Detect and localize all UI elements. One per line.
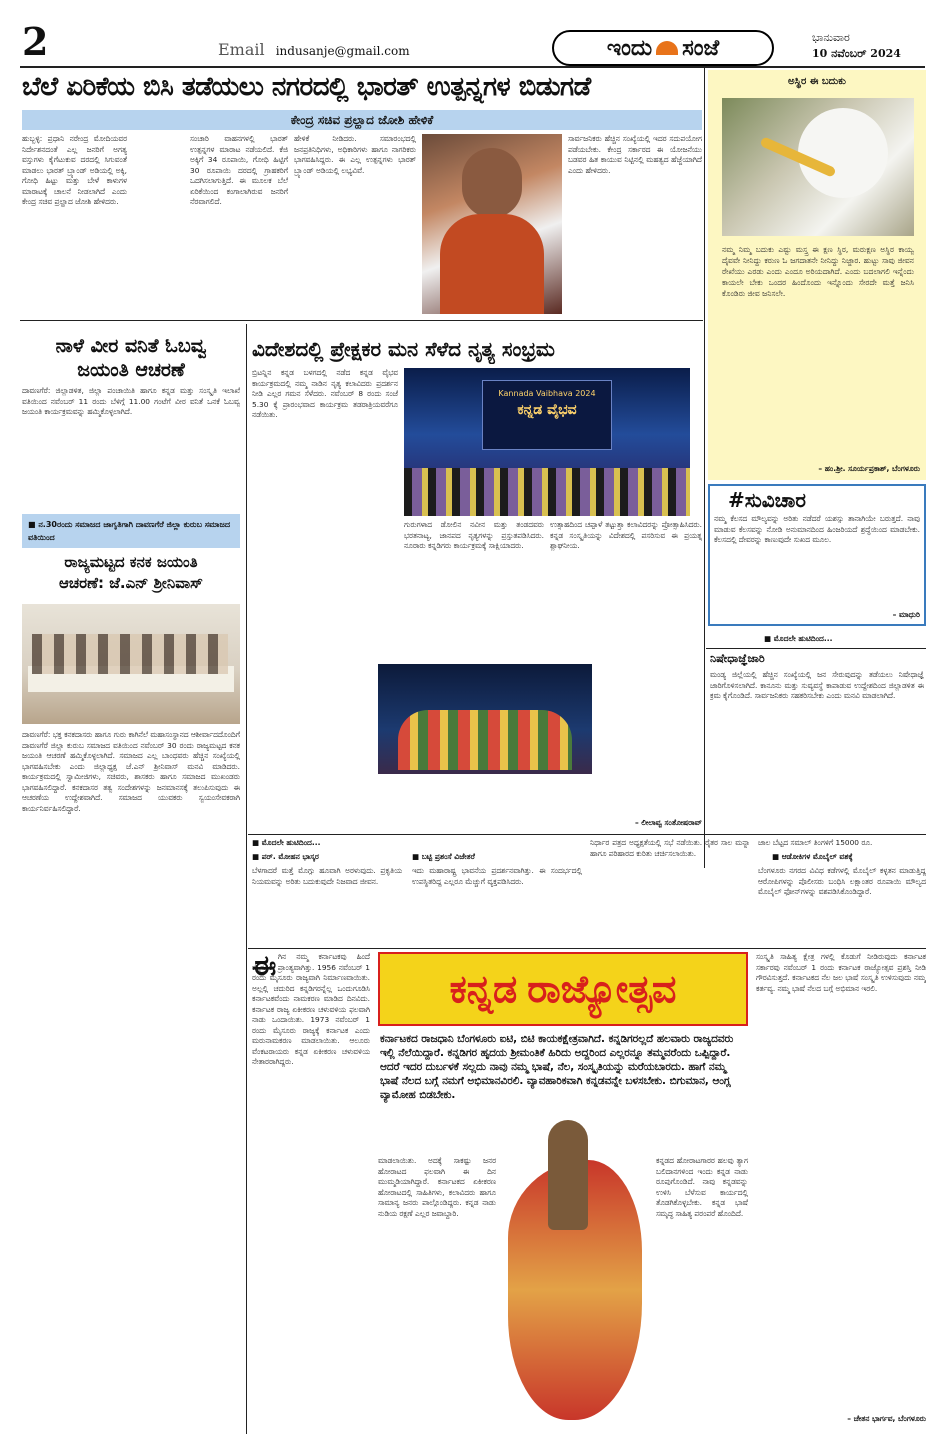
kanaka-headline-line2: ಆಚರಣೆ: ಜೆ.ಎನ್ ಶ್ರೀನಿವಾಸ್ [59,574,203,592]
mid-row-top-rule [248,834,926,835]
mid-item4-text: ಜಾಲ ಬೆಟ್ಟದ ಸಮಾಲ್ ತಿಂಗಳಿಗೆ 15000 ರೂ. [758,838,873,847]
rajyotsava-intro: ಕರ್ನಾಟಕದ ರಾಜಧಾನಿ ಬೆಂಗಳೂರು ಐಟಿ, ಬಿಟಿ ಕಾಯಕಕ್ಷೇತ್ರವಾಗಿದೆ. ಕನ್ನಡಿಗರಲ್ಲದೆ ಹಲವಾರು ರಾಜ್ಯದವರು ಇಲ್ಲಿ ನೆಲೆಯಿದ್ದಾರೆ. ಕನ್ನಡಿಗರ ಹೃದಯ ಶ್ರೀಮಂತಿಕೆ ಹಿರಿದು ಅದ್ದರಿಂದ ಎಲ್ಲರನ್ನೂ ತಮ್ಮವರೆಂದು ಒಪ್ಪಿದ್ದಾರೆ. ಆದರೆ ಇದರ ದುರ್ಬಳಕೆ ಸಲ್ಲದು ನಾವು ನಮ್ಮ ಭಾಷೆ, ನೆಲ, ಸಂಸ್ಕೃತಿಯನ್ನು ಮರೆಯಬಾರದು. ಹಾಗೆ ನಮ್ಮ ಭಾಷೆ ನೆಲದ ಬಗ್ಗೆ ನಮಗೆ ಅಭಿಮಾನವಿರಲಿ. ವ್ಯಾವಹಾರಿಕವಾಗಿ ಕನ್ನಡವನ್ನೇ ಬಳಸಬೇಕು. ಬಿಗುಮಾನ, ಆಂಗ್ಲ ವ್ಯಾಮೋಹ ಬಿಡಬೇಕು. [380,1033,734,1101]
email-value[interactable]: indusanje@gmail.com [275,44,410,58]
mid-item2-text: ಇದು ಮಹಾರಾಷ್ಟ್ರ ಭಾವನೆಯ ಪ್ರದರ್ಶನವಾಗಿತ್ತು. ಈ ಸಂದರ್ಭದಲ್ಲಿ ಉಪಸ್ಥಿತರಿದ್ದ ಎಲ್ಲರೂ ಮೆಚ್ಚುಗೆ ವ್ಯಕ್ತಪಡಿಸಿದರು. [412,866,582,886]
lead-col-4: ಸಾರ್ವಜನಿಕರು ಹೆಚ್ಚಿನ ಸಂಖ್ಯೆಯಲ್ಲಿ ಇದರ ಸದುಪಯೋಗ ಪಡೆಯಬೇಕು. ಕೇಂದ್ರ ಸರ್ಕಾರದ ಈ ಯೋಜನೆಯು ಬಡವರ ಹಿತ ಕಾಯುವ ನಿಟ್ಟಿನಲ್ಲಿ ಮಹತ್ವದ ಹೆಜ್ಜೆಯಾಗಿದೆ ಎಂದು ಹೇಳಿದರು. [568,134,702,175]
nishedha-title: ನಿಷೇಧಾಜ್ಞೆಜಾರಿ [710,652,765,665]
lead-subhead: ಕೇಂದ್ರ ಸಚಿವ ಪ್ರಲ್ಹಾದ ಜೋಶಿ ಹೇಳಿಕೆ [22,110,702,130]
page-number: 2 [22,19,49,64]
dance-col-1: ಬ್ರಿಟನ್ನಿನ ಕನ್ನಡ ಬಳಗದಲ್ಲಿ ನಡೆದ ಕನ್ನಡ ವೈಭವ ಕಾರ್ಯಕ್ರಮದಲ್ಲಿ ನಮ್ಮ ನಾಡಿನ ನೃತ್ಯ ಕಲಾವಿದರು ಪ್ರದರ್ಶನ ನೀಡಿ ಎಲ್ಲರ ಗಮನ ಸೆಳೆದರು. ನವೆಂಬರ್ 8 ರಂದು ಸಂಜೆ 5.30 ಕ್ಕೆ ಪ್ರಾರಂಭವಾದ ಕಾರ್ಯಕ್ರಮ ತಡರಾತ್ರಿಯವರೆಗೂ ನಡೆಯಿತು. [252,368,398,419]
veera-headline [22,334,240,382]
dance-col-2: ಗುರುಗಳಾದ ಡೋಲಿನ ನವೀನ ಮತ್ತು ತಂಡದವರು ಭರತನಾಟ್ಯ, ಜಾನಪದ ನೃತ್ಯಗಳನ್ನು ಪ್ರಸ್ತುತಪಡಿಸಿದರು. ನೂರಾರು ಕನ್ನಡಿಗರು ಕಾರ್ಯಕ್ರಮಕ್ಕೆ ಸಾಕ್ಷಿಯಾದರು. [404,520,544,550]
mid-item1-text: ಬೆಳಗಾದರೆ ಮತ್ತೆ ಮೊಗ್ಗು ಹೂವಾಗಿ ಅರಳುವುದು. ಪ್ರಕೃತಿಯ ನಿಯಮವನ್ನು ಅರಿತು ಬದುಕುವುದೇ ನಿಜವಾದ ಜೀವನ. [252,866,402,886]
mid-item1-label: ■ ಮೊದಲೇ ಹುಟಿದಿಂದ... [252,838,321,847]
logo-left-word: ಇಂದು [606,35,653,61]
suvichara-title: #ಸುವಿಚಾರ [728,488,806,512]
issue-day: ಭಾನುವಾರ [812,31,850,44]
dance-performers [398,710,572,770]
veera-headline-line2: ಜಯಂತಿ ಆಚರಣೆ [77,359,185,381]
rajyotsava-banner [378,952,748,1026]
dance-col-3: ಉತ್ಸಾಹದಿಂದ ಚಪ್ಪಾಳೆ ತಟ್ಟುತ್ತಾ ಕಲಾವಿದರನ್ನು ಪ್ರೋತ್ಸಾಹಿಸಿದರು. ಕನ್ನಡ ಸಂಸ್ಕೃತಿಯನ್ನು ವಿದೇಶದಲ್ಲಿ ಪಸರಿಸುವ ಈ ಪ್ರಯತ್ನ ಶ್ಲಾಘನೀಯ. [550,520,702,550]
bird-head [798,108,888,198]
suvichara-text: ನಮ್ಮ ಕೆಲಸದ ಮೌಲ್ಯವನ್ನು ಅರಿತು ನಡೆದರೆ ಯಶಸ್ಸು ತಾನಾಗಿಯೇ ಬರುತ್ತದೆ. ನಾವು ಮಾಡುವ ಕೆಲಸವನ್ನು ನೋಡಿ ಅನುಮಾನದಿಂದ ಹಿಂಜರಿಯದೆ ಶ್ರದ್ಧೆಯಿಂದ ಮಾಡಬೇಕು. ಕೆಲಸದಲ್ಲಿ ದೇವರನ್ನು ಕಾಣುವುದೇ ಸುಖದ ಮೂಲ. [714,514,920,544]
poem-author: – ಹಂ.ಶ್ರೀ. ಸೂರ್ಯಪ್ರಕಾಶ್, ಬೆಂಗಳೂರು [818,464,920,473]
dance-author: – ಲೀಲಾವ್ವ ಸಂತೋಷರಾವ್ [634,818,702,827]
minister-coat [440,214,544,314]
lead-col-3: ಹೇಳಿಕೆ ನೀಡಿದರು. ಸಮಾರಂಭದಲ್ಲಿ ಜನಪ್ರತಿನಿಧಿಗಳು, ಅಧಿಕಾರಿಗಳು ಹಾಗೂ ನಾಗರಿಕರು ಭಾಗವಹಿಸಿದ್ದರು. ಈ ಎಲ್ಲ ಉತ್ಪನ್ನಗಳು ಭಾರತ್ ಬ್ರ್ಯಾಂಡ್ ಅಡಿಯಲ್ಲಿ ಲಭ್ಯವಿವೆ. [294,134,416,175]
mid-row-bottom-rule [248,948,926,949]
dance-stage-crowd [404,468,690,516]
rajyotsava-col-1: ಗಿನ ನಮ್ಮ ಕರ್ನಾಟಕವು ಹಿಂದೆ ಮೈಸೂರು ಪ್ರಾಂತ್ಯವಾಗಿತ್ತು. 1956 ನವೆಂಬರ್ 1 ರಂದು ಮೈಸೂರು ರಾಜ್ಯವಾಗಿ ನಿರ್ಮಾಣವಾಯಿತು. ಅಲ್ಲಲ್ಲಿ ಚದುರಿದ ಕನ್ನಡಿಗರನ್ನೆಲ್ಲ ಒಂದುಗೂಡಿಸಿ ಕರ್ನಾಟಕವೆಂದು ನಾಮಕರಣ ಮಾಡಿದ ದಿನವಿದು. ಕರ್ನಾಟಕ ರಾಜ್ಯ ಏಕೀಕರಣ ಚಳುವಳಿಯ ಫಲವಾಗಿ ನಾಡು ಒಂದಾಯಿತು. 1973 ನವೆಂಬರ್ 1 ರಂದು ಮೈಸೂರು ರಾಜ್ಯಕ್ಕೆ ಕರ್ನಾಟಕ ಎಂದು ಮರುನಾಮಕರಣ ಮಾಡಲಾಯಿತು. ಆಲೂರು ವೆಂಕಟರಾಯರು ಕನ್ನಡ ಏಕೀಕರಣ ಚಳುವಳಿಯ ನೇತಾರರಾಗಿದ್ದರು. [252,952,370,1066]
mid-item1-author: ■ ಪರ್. ಮೋಹನ ಭಾಸ್ಕರ [252,852,319,861]
mid-item4-more: ಬೆಂಗಳೂರು ನಗರದ ವಿವಿಧ ಕಡೆಗಳಲ್ಲಿ ಮೊಬೈಲ್ ಕಳ್ಳತನ ಮಾಡುತ್ತಿದ್ದ ಆರೋಪಿಗಳನ್ನು ಪೊಲೀಸರು ಬಂಧಿಸಿ ಲಕ್ಷಾಂತರ ರೂಪಾಯಿ ಮೌಲ್ಯದ ಮೊಬೈಲ್ ಫೋನ್‌ಗಳನ್ನು ವಶಪಡಿಸಿಕೊಂಡಿದ್ದಾರೆ. [758,866,926,896]
minister-photo [422,134,562,314]
statue-icon [548,1120,588,1230]
left-col-divider [246,324,247,1434]
email-block [218,40,410,59]
nishedha-top-rule [706,648,926,649]
issue-date-value: 10 ನವೆಂಬರ್ 2024 [812,47,901,60]
dance-banner-kn: ಕನ್ನಡ ವೈಭವ [517,402,577,418]
kanaka-people-row [32,634,228,674]
veera-headline-line1: ನಾಳೆ ವೀರ ವನಿತೆ ಓಬವ್ವ [55,335,207,357]
dance-headline: ವಿದೇಶದಲ್ಲಿ ಪ್ರೇಕ್ಷಕರ ಮನ ಸೆಳೆದ ನೃತ್ಯ ಸಂಭ್ರಮ [252,337,555,361]
nishedha-text: ಮಂಡ್ಯ ಜಿಲ್ಲೆಯಲ್ಲಿ ಹೆಚ್ಚಿನ ಸಂಖ್ಯೆಯಲ್ಲಿ ಜನ ಸೇರುವುದನ್ನು ತಡೆಯಲು ನಿಷೇಧಾಜ್ಞೆ ಜಾರಿಗೊಳಿಸಲಾಗಿದೆ. ಕಾನೂನು ಮತ್ತು ಸುವ್ಯವಸ್ಥೆ ಕಾಪಾಡುವ ಉದ್ದೇಶದಿಂದ ಜಿಲ್ಲಾಡಳಿತ ಈ ಕ್ರಮ ಕೈಗೊಂಡಿದೆ. ಸಾರ್ವಜನಿಕರು ಸಹಕರಿಸಬೇಕು ಎಂದು ಮನವಿ ಮಾಡಲಾಗಿದೆ. [710,670,924,700]
sun-icon [656,41,678,55]
rajyotsava-banner-right: ರಾಜ್ಯೋತ್ಸವ [527,966,677,1011]
issue-date [812,30,901,62]
lead-col-1: ಹುಬ್ಬಳ್ಳಿ: ಪ್ರಧಾನಿ ನರೇಂದ್ರ ಮೋದಿಯವರ ನಿರ್ದೇಶನದಂತೆ ಎಲ್ಲ ಜನರಿಗೆ ಅಗತ್ಯ ವಸ್ತುಗಳು ಕೈಗೆಟುಕುವ ದರದಲ್ಲಿ ಸಿಗುವಂತೆ ಮಾಡಲು ಭಾರತ್ ಬ್ರ್ಯಾಂಡ್ ಅಡಿಯಲ್ಲಿ ಅಕ್ಕಿ, ಗೋಧಿ ಹಿಟ್ಟು ಮತ್ತು ಬೇಳೆ ಕಾಳುಗಳ ಮಾರಾಟಕ್ಕೆ ಚಾಲನೆ ನೀಡಲಾಗಿದೆ ಎಂದು ಕೇಂದ್ರ ಸಚಿವ ಪ್ರಲ್ಹಾದ ಜೋಶಿ ಹೇಳಿದರು. [22,134,127,206]
masthead-rule [20,66,925,68]
karnataka-map-graphic [500,1120,650,1432]
rajyotsava-col-4: ಸಂಸ್ಕೃತಿ ಸಾಹಿತ್ಯ ಕ್ಷೇತ್ರ ಗಳಲ್ಲಿ ಕೊಡುಗೆ ನೀಡಿರುವುದು ಕರ್ನಾಟಕ ಸರ್ಕಾರವು ನವೆಂಬರ್ 1 ರಂದು ಕರ್ನಾಟಕ ರಾಜ್ಯೋತ್ಸವ ಪ್ರಶಸ್ತಿ ನೀಡಿ ಗೌರವಿಸುತ್ತದೆ. ಕರ್ನಾಟಕದ ನೆಲ ಜಲ ಭಾಷೆ ಸಂಸ್ಕೃತಿ ಉಳಿಸುವುದು ನಮ್ಮ ಕರ್ತವ್ಯ. ನಮ್ಮ ಭಾಷೆ ನೆಲದ ಬಗ್ಗೆ ಅಭಿಮಾನ ಇರಲಿ. [756,952,926,993]
lead-col-2: ಸಂಚಾರಿ ವಾಹನಗಳಲ್ಲಿ ಭಾರತ್ ಉತ್ಪನ್ನಗಳ ಮಾರಾಟ ನಡೆಯಲಿದೆ. ಕೆಜಿ ಅಕ್ಕಿಗೆ 34 ರೂಪಾಯಿ, ಗೋಧಿ ಹಿಟ್ಟಿಗೆ 30 ರೂಪಾಯಿ ದರದಲ್ಲಿ ಗ್ರಾಹಕರಿಗೆ ಒದಗಿಸಲಾಗುತ್ತಿದೆ. ಈ ಮೂಲಕ ಬೆಲೆ ಏರಿಕೆಯಿಂದ ಕಂಗಾಲಾಗಿರುವ ಜನರಿಗೆ ನೆರವಾಗಲಿದೆ. [190,134,288,206]
tidbit-label: ■ ಮೊದಲೇ ಹುಟಿದಿಂದ... [764,634,833,643]
logo-right-word: ಸಂಜೆ [682,35,720,61]
email-label: Email [218,40,265,59]
poem-text: ನಮ್ಮ ನಿಮ್ಮ ಬದುಕು ಎಷ್ಟು ಮಸ್ತ್ರ ಈ ಕ್ಷಣ ಸ್ಥಿರ, ಮರುಕ್ಷಣ ಅಸ್ಥಿರ ಕಾಯ್ವ ದೈವವೇ ನೀನಿದ್ದು ಕರುಣ ಓ ಜಗದಾತನೇ ನೀನಿದ್ದು ನಿಜ್ಜಾರ. ಹುಟ್ಟು ಸಾವು ಜೀವನ ರೇಖೆಯು ಎರಡು ಎಂದು ಎಂದೂ ಅರಿಯದಾಗಿದೆ. ಎಂದು ಬದಲಾಗಲಿ ಇನ್ನೆಂದು ಕಾಯಲೇ ಬೇಕು ಒಂದರ ಹಿಂದೊಂದು ಇನ್ನೊಂದು ಸೇರದೇ ಮತ್ತೆ ಜನಿಸಿ ಕೊಂಡಿರು ಜೀವ ಜನಿಸಲೇ. [722,245,914,298]
rajyotsava-col-2: ಮಾಡಲಾಯಿತು. ಅದಕ್ಕೆ ಸಾಕಷ್ಟು ಜನರ ಹೋರಾಟದ ಫಲವಾಗಿ ಈ ದಿನ ಮುಮ್ಮಡಿಯಾಗಿದ್ದಾರೆ. ಕರ್ನಾಟಕದ ಏಕೀಕರಣ ಹೋರಾಟದಲ್ಲಿ ಸಾಹಿತಿಗಳು, ಕಲಾವಿದರು ಹಾಗೂ ಸಾಮಾನ್ಯ ಜನರು ಪಾಲ್ಗೊಂಡಿದ್ದರು. ಕನ್ನಡ ನಾಡು ನುಡಿಯ ರಕ್ಷಣೆ ಎಲ್ಲರ ಜವಾಬ್ದಾರಿ. [378,1156,496,1218]
mid-item4-label: ■ ಆಡೋಕಿಗಳ ಮೊಬೈಲ್ ವಶಕ್ಕೆ [772,852,853,861]
kanaka-text: ದಾವಣಗೆರೆ: ಭಕ್ತ ಕನಕದಾಸರು ಹಾಗೂ ಗುರು ಕಾಗಿನೆಲೆ ಮಹಾಸಂಸ್ಥಾನದ ಆಶೀರ್ವಾದದೊಂದಿಗೆ ದಾವಣಗೆರೆ ಜಿಲ್ಲಾ ಕುರುಬ ಸಮಾಜದ ವತಿಯಿಂದ ನವೆಂಬರ್ 30 ರಂದು ರಾಜ್ಯಮಟ್ಟದ ಕನಕ ಜಯಂತಿ ಆಚರಣೆ ಹಮ್ಮಿಕೊಳ್ಳಲಾಗಿದೆ. ಸಮಾಜದ ಎಲ್ಲ ಬಾಂಧವರು ಹೆಚ್ಚಿನ ಸಂಖ್ಯೆಯಲ್ಲಿ ಭಾಗವಹಿಸಬೇಕು ಎಂದು ಜಿಲ್ಲಾಧ್ಯಕ್ಷ ಜೆ.ಎನ್ ಶ್ರೀನಿವಾಸ್ ಮನವಿ ಮಾಡಿದರು. ಕಾರ್ಯಕ್ರಮದಲ್ಲಿ ಸ್ವಾಮೀಜಿಗಳು, ಸಚಿವರು, ಶಾಸಕರು ಹಾಗೂ ಸಮಾಜದ ಮುಖಂಡರು ಭಾಗವಹಿಸಲಿದ್ದಾರೆ. ಕನಕದಾಸರ ತತ್ವ ಸಂದೇಶಗಳನ್ನು ಜನಮಾನಸಕ್ಕೆ ತಲುಪಿಸುವುದು ಈ ಆಚರಣೆಯ ಉದ್ದೇಶವಾಗಿದೆ. ಸಮಾಜದ ಯುವಕರು ಸ್ವಯಂಸೇವಕರಾಗಿ ಕಾರ್ಯನಿರ್ವಹಿಸಲಿದ್ದಾರೆ. [22,730,240,813]
rajyotsava-col-3: ಕನ್ನಡದ ಹೋರಾಟಗಾರರ ಹಲವು ತ್ಯಾಗ ಬಲಿದಾನಗಳಿಂದ ಇಂದು ಕನ್ನಡ ನಾಡು ರೂಪುಗೊಂಡಿದೆ. ನಾವು ಕನ್ನಡವನ್ನು ಉಳಿಸಿ ಬೆಳೆಸುವ ಕಾರ್ಯದಲ್ಲಿ ತೊಡಗಿಕೊಳ್ಳಬೇಕು. ಕನ್ನಡ ಭಾಷೆ ಸಮೃದ್ಧ ಸಾಹಿತ್ಯ ಪರಂಪರೆ ಹೊಂದಿದೆ. [656,1156,748,1218]
rajyotsava-drop-cap: ಈ [252,949,277,982]
veera-text: ದಾವಣಗೆರೆ: ಜಿಲ್ಲಾಡಳಿತ, ಜಿಲ್ಲಾ ಪಂಚಾಯಿತಿ ಹಾಗೂ ಕನ್ನಡ ಮತ್ತು ಸಂಸ್ಕೃತಿ ಇಲಾಖೆ ವತಿಯಿಂದ ನವೆಂಬರ್ 11 ರಂದು ಬೆಳಿಗ್ಗೆ 11.00 ಗಂಟೆಗೆ ವೀರ ವನಿತೆ ಒನಕೆ ಓಬವ್ವ ಜಯಂತಿ ಕಾರ್ಯಕ್ರಮವನ್ನು ಹಮ್ಮಿಕೊಳ್ಳಲಾಗಿದೆ. [22,386,240,416]
center-right-divider [704,68,705,868]
bird-photo [722,98,914,236]
lead-headline: ಬೆಲೆ ಏರಿಕೆಯ ಬಿಸಿ ತಡೆಯಲು ನಗರದಲ್ಲಿ ಭಾರತ್ ಉತ್ಪನ್ನಗಳ ಬಿಡುಗಡೆ [22,72,591,102]
kanaka-label: ■ ನ.30ರಂದು ಸಮಾಜದ ಜಾಗೃತಿಗಾಗಿ ದಾವಣಗೆರೆ ಜಿಲ್ಲಾ ಕುರುಬ ಸಮಾಜದ ವತಿಯಿಂದ [28,520,231,542]
lead-bottom-rule [20,320,703,321]
suvichara-author: – ಮಾಧುರಿ [892,610,920,619]
mid-item3-text: ನಿರ್ಧಾರ ಪತ್ರದ ಅಧ್ಯಕ್ಷತೆಯಲ್ಲಿ ಸಭೆ ನಡೆಯಿತು. ರೈತರ ಸಾಲ ಮನ್ನಾ ಹಾಗೂ ಪರಿಹಾರದ ಕುರಿತು ಚರ್ಚಿಸಲಾಯಿತು. [590,838,750,858]
rajyotsava-author: – ಚೇತನ ಭಾರ್ಗವ, ಬೆಂಗಳೂರು [847,1414,926,1423]
paper-logo [552,30,774,66]
mid-item2-label: ■ ಬಟ್ಟಿ ಪ್ರಶಂಸೆ ವಿಜೇತರೆ [412,852,475,861]
minister-figure [462,148,522,218]
dance-banner [482,380,612,450]
dance-stage-photo [404,368,690,516]
poem-title: ಅಸ್ಥಿರ ಈ ಬದುಕು [788,76,846,87]
kanaka-headline-line1: ರಾಜ್ಯಮಟ್ಟದ ಕನಕ ಜಯಂತಿ [64,553,198,571]
kanaka-meeting-photo [22,604,240,724]
kanaka-headline [22,552,240,594]
dance-banner-title: Kannada Vaibhava 2024 [498,389,596,398]
rajyotsava-banner-left: ಕನ್ನಡ [449,966,518,1011]
